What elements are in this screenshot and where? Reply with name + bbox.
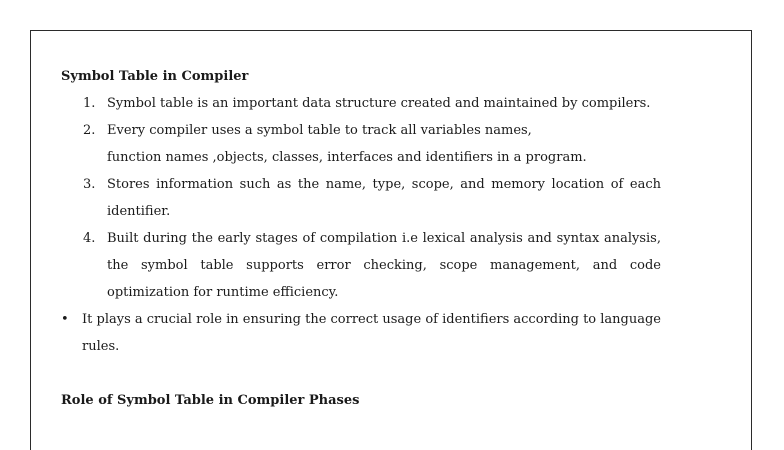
bullet-text: rules. — [82, 339, 120, 354]
bullet-item — [61, 306, 661, 360]
list-item — [61, 171, 661, 225]
list-item — [61, 225, 661, 306]
section-heading-symbol-table: Symbol Table in Compiler — [61, 69, 249, 84]
document-content — [61, 63, 661, 414]
list-item-text: Stores information such as the name, type, scope, and memory location of each — [107, 177, 661, 192]
list-number: 1. — [83, 96, 96, 111]
bullet-list — [61, 306, 661, 360]
list-number: 3. — [83, 177, 96, 192]
list-item — [61, 117, 661, 171]
list-item-text: function names ,objects, classes, interfaces and identifiers in a program. — [107, 150, 587, 165]
list-item-text: identifier. — [107, 204, 171, 219]
numbered-list — [61, 90, 661, 306]
list-item — [61, 90, 661, 117]
list-number: 2. — [83, 123, 96, 138]
section-heading-role: Role of Symbol Table in Compiler Phases — [61, 393, 360, 408]
list-item-text: Every compiler uses a symbol table to track all variables names, — [107, 123, 532, 138]
spacer — [61, 360, 661, 387]
list-item-text: optimization for runtime efficiency. — [107, 285, 339, 300]
bullet-text: It plays a crucial role in ensuring the correct usage of identifiers according to language — [82, 312, 661, 327]
bullet-icon: • — [61, 312, 69, 327]
list-item-text: the symbol table supports error checking, scope management, and code — [107, 258, 661, 273]
list-item-text: Symbol table is an important data structure created and maintained by compilers. — [107, 96, 651, 111]
list-item-text: Built during the early stages of compilation i.e lexical analysis and syntax analysis, — [107, 231, 661, 246]
list-number: 4. — [83, 231, 96, 246]
